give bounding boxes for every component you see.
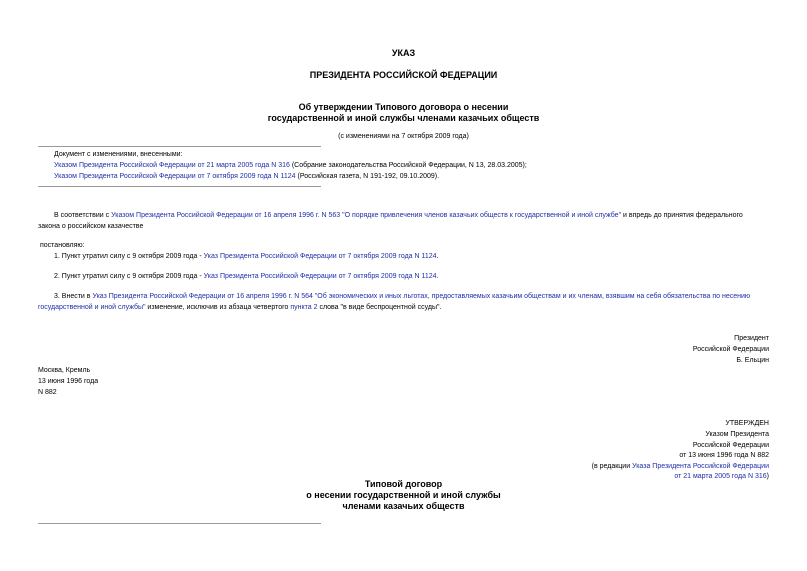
item-3-prefix: 3. Внести в (54, 293, 93, 300)
changes-item-2 (54, 172, 439, 181)
preamble-link[interactable]: Указом Президента Российской Федерации от 16 апреля 1996 г. N 563 "О порядке привлечения членов казачьих обществ к государственной и иной службе" (111, 212, 622, 219)
approval-line4: от 13 июня 1996 года N 882 (679, 452, 769, 459)
decree-issuer: ПРЕЗИДЕНТА РОССИЙСКОЙ ФЕДЕРАЦИИ (309, 70, 498, 80)
changes-item-2-text: (Российская газета, N 191-192, 09.10.2009). (295, 173, 440, 180)
contract-title-line1: Типовой договор (364, 479, 443, 489)
approval-line2: Указом Президента (705, 431, 769, 438)
item-1-link[interactable]: Указ Президента Российской Федерации от 7 октября 2009 года N 1124 (203, 253, 437, 260)
preamble-line2: закона о российском казачестве (38, 223, 144, 230)
contract-title-line2: о несении государственной и иной службы (306, 490, 501, 500)
signature-name: Б. Ельцин (736, 357, 769, 364)
contract-divider (38, 523, 321, 524)
item-3-link-1[interactable]: Указ Президента Российской Федерации от 16 апреля 1996 г. N 564 "Об экономических и иных льготах, предоставляемых казачьим обществам и их членам, взявшим на себя обязательства по несению (92, 293, 751, 300)
item-3-link-3[interactable]: пункта 2 (290, 304, 318, 311)
approval-line5-prefix: (в редакции (591, 463, 633, 470)
changes-top-divider (38, 146, 321, 147)
approval-link-1[interactable]: Указа Президента Российской Федерации (632, 463, 769, 470)
preamble-line1 (54, 211, 743, 220)
item-3-mid: изменение, исключив из абзаца четвертого (145, 304, 291, 311)
item-3-end: слова "в виде беспроцентной ссуды". (317, 304, 442, 311)
decree-title: УКАЗ (391, 48, 416, 58)
contract-title-line3: членами казачьих обществ (342, 501, 465, 511)
item-3-line2 (38, 303, 441, 312)
preamble-prefix: В соответствии с (54, 212, 112, 219)
changes-item-2-link[interactable]: Указом Президента Российской Федерации от 7 октября 2009 года N 1124 (54, 173, 296, 180)
item-2-text: 2. Пункт утратил силу с 9 октября 2009 года - (54, 273, 204, 280)
decree-word: постановляю: (40, 242, 85, 249)
decree-number: N 882 (38, 389, 57, 396)
date: 13 июня 1996 года (38, 378, 99, 385)
approval-line3: Российской Федерации (692, 442, 769, 449)
signature-country: Российской Федерации (692, 346, 769, 353)
decree-subject-line2: государственной и иной службы членами казачьих обществ (267, 113, 540, 123)
approval-heading: УТВЕРЖДЕН (725, 420, 769, 427)
place: Москва, Кремль (38, 367, 91, 374)
item-2-end: . (436, 273, 439, 280)
item-3-line1 (54, 292, 750, 301)
amendment-note: (с изменениями на 7 октября 2009 года) (338, 133, 469, 140)
item-2 (54, 272, 439, 281)
changes-item-1-link[interactable]: Указом Президента Российской Федерации от 21 марта 2005 года N 316 (54, 162, 290, 169)
approval-link-2[interactable]: от 21 марта 2005 года N 316 (674, 473, 767, 480)
item-1-text: 1. Пункт утратил силу с 9 октября 2009 года - (54, 253, 204, 260)
decree-subject-line1: Об утверждении Типового договора о несении (298, 102, 509, 112)
changes-item-1-text: (Собрание законодательства Российской Федерации, N 13, 28.03.2005); (289, 162, 527, 169)
changes-intro: Документ с изменениями, внесенными: (54, 151, 183, 158)
signature-title: Президент (734, 335, 769, 342)
item-3-link-2[interactable]: государственной и иной службы" (38, 304, 146, 311)
approval-line6-end: ) (766, 473, 769, 480)
changes-item-1 (54, 161, 527, 170)
approval-line5 (592, 462, 769, 471)
changes-bottom-divider (38, 186, 321, 187)
item-1 (54, 252, 439, 261)
item-1-end: . (436, 253, 439, 260)
preamble-suffix: и впредь до принятия федерального (621, 212, 743, 219)
item-2-link[interactable]: Указ Президента Российской Федерации от 7 октября 2009 года N 1124 (203, 273, 437, 280)
